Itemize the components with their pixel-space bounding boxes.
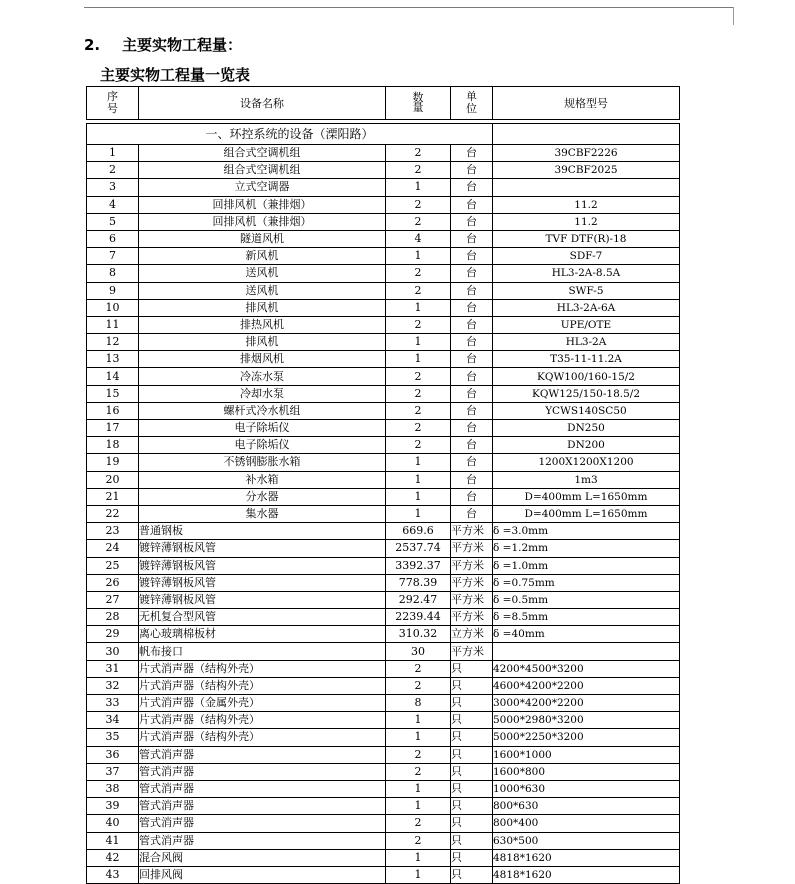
row-qty: 2 [386, 437, 451, 454]
table-row [87, 780, 680, 797]
row-spec: δ =0.75mm [493, 574, 680, 591]
row-spec: 3000*4200*2200 [493, 695, 680, 712]
row-index: 40 [87, 815, 139, 832]
row-qty: 669.6 [386, 523, 451, 540]
row-name: 管式消声器 [139, 832, 386, 849]
row-unit: 立方米 [451, 626, 493, 643]
row-qty: 1 [386, 471, 451, 488]
row-unit: 平方米 [451, 609, 493, 626]
table-row [87, 849, 680, 866]
table-row [87, 265, 680, 282]
table-row [87, 729, 680, 746]
row-qty: 2 [386, 368, 451, 385]
row-spec: UPE/OTE [493, 316, 680, 333]
row-spec [493, 179, 680, 196]
row-unit: 平方米 [451, 523, 493, 540]
table-row [87, 866, 680, 883]
row-name: 螺杆式冷水机组 [139, 402, 386, 419]
row-name: 管式消声器 [139, 780, 386, 797]
row-name: 新风机 [139, 248, 386, 265]
row-spec: 11.2 [493, 213, 680, 230]
page-corner-mark [733, 7, 734, 25]
table-row [87, 420, 680, 437]
row-index: 15 [87, 385, 139, 402]
row-unit: 台 [451, 368, 493, 385]
row-index: 10 [87, 299, 139, 316]
row-unit: 台 [451, 316, 493, 333]
row-qty: 2 [386, 677, 451, 694]
row-name: 不锈钢膨胀水箱 [139, 454, 386, 471]
row-name: 普通钢板 [139, 523, 386, 540]
row-name: 管式消声器 [139, 798, 386, 815]
table-row [87, 557, 680, 574]
row-unit: 台 [451, 385, 493, 402]
table-row [87, 746, 680, 763]
row-qty: 2 [386, 660, 451, 677]
row-index: 20 [87, 471, 139, 488]
row-unit: 台 [451, 471, 493, 488]
row-index: 42 [87, 849, 139, 866]
row-qty: 2 [386, 213, 451, 230]
row-qty: 1 [386, 299, 451, 316]
row-name: 片式消声器（结构外壳） [139, 712, 386, 729]
row-index: 41 [87, 832, 139, 849]
table-row [87, 574, 680, 591]
row-index: 8 [87, 265, 139, 282]
row-spec: δ =3.0mm [493, 523, 680, 540]
row-index: 18 [87, 437, 139, 454]
row-spec: 5000*2980*3200 [493, 712, 680, 729]
table-row [87, 454, 680, 471]
row-name: 回排风机（兼排烟） [139, 213, 386, 230]
row-name: 送风机 [139, 265, 386, 282]
row-index: 14 [87, 368, 139, 385]
table-row [87, 660, 680, 677]
table-row [87, 540, 680, 557]
row-unit: 只 [451, 815, 493, 832]
row-spec: 5000*2250*3200 [493, 729, 680, 746]
row-name: 回排风机（兼排烟） [139, 196, 386, 213]
table-row [87, 591, 680, 608]
table-row [87, 316, 680, 333]
row-index: 43 [87, 866, 139, 883]
row-unit: 平方米 [451, 591, 493, 608]
row-qty: 1 [386, 248, 451, 265]
row-unit: 台 [451, 402, 493, 419]
row-spec: DN250 [493, 420, 680, 437]
row-spec: D=400mm L=1650mm [493, 488, 680, 505]
row-name: 隧道风机 [139, 230, 386, 247]
row-unit: 台 [451, 213, 493, 230]
row-unit: 平方米 [451, 643, 493, 660]
row-index: 22 [87, 505, 139, 522]
row-spec: KQW100/160-15/2 [493, 368, 680, 385]
section-heading [84, 34, 242, 55]
row-qty: 1 [386, 729, 451, 746]
row-qty: 2 [386, 832, 451, 849]
row-unit: 台 [451, 265, 493, 282]
row-qty: 1 [386, 488, 451, 505]
row-name: 镀锌薄钢板风管 [139, 591, 386, 608]
row-qty: 3392.37 [386, 557, 451, 574]
row-unit: 台 [451, 162, 493, 179]
row-qty: 30 [386, 643, 451, 660]
row-unit: 台 [451, 351, 493, 368]
row-spec: 4200*4500*3200 [493, 660, 680, 677]
row-spec: δ =1.2mm [493, 540, 680, 557]
row-spec: 11.2 [493, 196, 680, 213]
row-spec: D=400mm L=1650mm [493, 505, 680, 522]
row-index: 36 [87, 746, 139, 763]
row-unit: 台 [451, 145, 493, 162]
table-row [87, 815, 680, 832]
table-row [87, 145, 680, 162]
row-unit: 只 [451, 763, 493, 780]
row-name: 电子除垢仪 [139, 437, 386, 454]
table-row [87, 626, 680, 643]
row-spec: δ =40mm [493, 626, 680, 643]
row-index: 34 [87, 712, 139, 729]
row-unit: 台 [451, 248, 493, 265]
row-name: 组合式空调机组 [139, 145, 386, 162]
row-name: 片式消声器（结构外壳） [139, 729, 386, 746]
row-unit: 台 [451, 334, 493, 351]
row-qty: 2239.44 [386, 609, 451, 626]
row-unit: 台 [451, 488, 493, 505]
header-index: 序号 [87, 87, 139, 120]
row-unit: 平方米 [451, 540, 493, 557]
row-unit: 只 [451, 780, 493, 797]
row-spec: 1600*800 [493, 763, 680, 780]
row-qty: 2 [386, 385, 451, 402]
table-row [87, 282, 680, 299]
row-spec: 1600*1000 [493, 746, 680, 763]
section-spec-blank [493, 124, 680, 145]
row-index: 5 [87, 213, 139, 230]
row-name: 回排风阀 [139, 866, 386, 883]
row-qty: 1 [386, 179, 451, 196]
row-qty: 1 [386, 849, 451, 866]
row-qty: 4 [386, 230, 451, 247]
row-unit: 台 [451, 230, 493, 247]
row-qty: 2 [386, 815, 451, 832]
row-spec: YCWS140SC50 [493, 402, 680, 419]
row-spec: 800*400 [493, 815, 680, 832]
row-unit: 台 [451, 299, 493, 316]
row-spec: T35-11-11.2A [493, 351, 680, 368]
row-index: 2 [87, 162, 139, 179]
row-qty: 1 [386, 505, 451, 522]
row-name: 片式消声器（结构外壳） [139, 677, 386, 694]
row-name: 镀锌薄钢板风管 [139, 574, 386, 591]
row-index: 7 [87, 248, 139, 265]
row-spec: SDF-7 [493, 248, 680, 265]
table-title: 主要实物工程量一览表 [100, 66, 251, 84]
row-spec: TVF DTF(R)-18 [493, 230, 680, 247]
row-unit: 只 [451, 746, 493, 763]
table-body [87, 124, 680, 884]
row-index: 3 [87, 179, 139, 196]
row-unit: 台 [451, 454, 493, 471]
row-unit: 只 [451, 832, 493, 849]
table-row [87, 505, 680, 522]
row-index: 30 [87, 643, 139, 660]
row-unit: 只 [451, 695, 493, 712]
row-qty: 1 [386, 454, 451, 471]
row-index: 9 [87, 282, 139, 299]
row-spec: HL3-2A-6A [493, 299, 680, 316]
row-spec: HL3-2A-8.5A [493, 265, 680, 282]
row-qty: 1 [386, 798, 451, 815]
table-row [87, 798, 680, 815]
row-unit: 只 [451, 712, 493, 729]
row-spec: 39CBF2226 [493, 145, 680, 162]
row-index: 26 [87, 574, 139, 591]
row-index: 35 [87, 729, 139, 746]
table-row [87, 471, 680, 488]
row-qty: 2 [386, 763, 451, 780]
row-qty: 8 [386, 695, 451, 712]
row-spec: δ =8.5mm [493, 609, 680, 626]
quantity-table [86, 86, 680, 884]
row-name: 电子除垢仪 [139, 420, 386, 437]
row-index: 38 [87, 780, 139, 797]
row-name: 镀锌薄钢板风管 [139, 557, 386, 574]
table-row [87, 763, 680, 780]
row-spec: SWF-5 [493, 282, 680, 299]
row-name: 管式消声器 [139, 746, 386, 763]
row-unit: 台 [451, 179, 493, 196]
header-name: 设备名称 [139, 87, 386, 120]
row-index: 13 [87, 351, 139, 368]
row-name: 无机复合型风管 [139, 609, 386, 626]
row-index: 6 [87, 230, 139, 247]
table-row [87, 334, 680, 351]
row-unit: 台 [451, 196, 493, 213]
row-unit: 台 [451, 282, 493, 299]
table-row [87, 523, 680, 540]
row-name: 冷却水泵 [139, 385, 386, 402]
table-row [87, 299, 680, 316]
row-qty: 2 [386, 420, 451, 437]
table-row [87, 609, 680, 626]
row-qty: 2 [386, 196, 451, 213]
row-index: 21 [87, 488, 139, 505]
row-qty: 2 [386, 265, 451, 282]
row-unit: 只 [451, 677, 493, 694]
row-qty: 778.39 [386, 574, 451, 591]
table-row [87, 385, 680, 402]
row-unit: 平方米 [451, 557, 493, 574]
header-unit: 单位 [451, 87, 493, 120]
row-name: 送风机 [139, 282, 386, 299]
table-row [87, 230, 680, 247]
table-row [87, 695, 680, 712]
row-index: 32 [87, 677, 139, 694]
row-qty: 1 [386, 712, 451, 729]
row-index: 16 [87, 402, 139, 419]
heading-text: 主要实物工程量： [122, 36, 243, 54]
table-row [87, 712, 680, 729]
row-qty: 2537.74 [386, 540, 451, 557]
row-name: 排烟风机 [139, 351, 386, 368]
table-row [87, 832, 680, 849]
row-index: 19 [87, 454, 139, 471]
row-name: 帆布接口 [139, 643, 386, 660]
row-name: 排风机 [139, 299, 386, 316]
section-title: 一、环控系统的设备（溧阳路） [87, 124, 493, 145]
table-row [87, 196, 680, 213]
row-qty: 2 [386, 145, 451, 162]
row-spec: DN200 [493, 437, 680, 454]
page-header-rule [84, 7, 734, 8]
header-qty: 数量 [386, 87, 451, 120]
row-unit: 只 [451, 866, 493, 883]
row-name: 镀锌薄钢板风管 [139, 540, 386, 557]
row-name: 冷冻水泵 [139, 368, 386, 385]
section-row [87, 124, 680, 145]
row-spec: 800*630 [493, 798, 680, 815]
row-spec: δ =0.5mm [493, 591, 680, 608]
row-qty: 310.32 [386, 626, 451, 643]
row-unit: 台 [451, 437, 493, 454]
row-name: 管式消声器 [139, 815, 386, 832]
row-index: 39 [87, 798, 139, 815]
row-spec: 4818*1620 [493, 849, 680, 866]
row-name: 补水箱 [139, 471, 386, 488]
table-row [87, 179, 680, 196]
table-row [87, 402, 680, 419]
row-spec: 4600*4200*2200 [493, 677, 680, 694]
row-index: 33 [87, 695, 139, 712]
row-index: 12 [87, 334, 139, 351]
row-name: 片式消声器（结构外壳） [139, 660, 386, 677]
row-qty: 2 [386, 746, 451, 763]
table-row [87, 248, 680, 265]
row-qty: 2 [386, 282, 451, 299]
row-name: 组合式空调机组 [139, 162, 386, 179]
row-name: 分水器 [139, 488, 386, 505]
row-index: 17 [87, 420, 139, 437]
row-index: 23 [87, 523, 139, 540]
row-qty: 2 [386, 162, 451, 179]
row-unit: 只 [451, 660, 493, 677]
row-unit: 只 [451, 798, 493, 815]
row-index: 1 [87, 145, 139, 162]
row-index: 11 [87, 316, 139, 333]
row-unit: 只 [451, 849, 493, 866]
row-index: 27 [87, 591, 139, 608]
row-name: 集水器 [139, 505, 386, 522]
row-spec: 1m3 [493, 471, 680, 488]
row-spec: 4818*1620 [493, 866, 680, 883]
row-index: 25 [87, 557, 139, 574]
row-name: 片式消声器（金属外壳） [139, 695, 386, 712]
heading-number: 2. [84, 36, 101, 54]
table-row [87, 488, 680, 505]
row-qty: 292.47 [386, 591, 451, 608]
row-index: 4 [87, 196, 139, 213]
row-name: 立式空调器 [139, 179, 386, 196]
row-spec: KQW125/150-18.5/2 [493, 385, 680, 402]
row-index: 29 [87, 626, 139, 643]
row-qty: 1 [386, 780, 451, 797]
row-index: 31 [87, 660, 139, 677]
row-index: 37 [87, 763, 139, 780]
row-qty: 1 [386, 351, 451, 368]
row-unit: 平方米 [451, 574, 493, 591]
row-name: 管式消声器 [139, 763, 386, 780]
row-index: 24 [87, 540, 139, 557]
row-unit: 台 [451, 505, 493, 522]
header-spec: 规格型号 [493, 87, 680, 120]
row-name: 离心玻璃棉板材 [139, 626, 386, 643]
row-name: 排风机 [139, 334, 386, 351]
row-unit: 台 [451, 420, 493, 437]
row-spec: 630*500 [493, 832, 680, 849]
row-spec: HL3-2A [493, 334, 680, 351]
row-name: 排热风机 [139, 316, 386, 333]
row-spec: 39CBF2025 [493, 162, 680, 179]
row-spec: 1200X1200X1200 [493, 454, 680, 471]
table-row [87, 677, 680, 694]
row-spec: δ =1.0mm [493, 557, 680, 574]
table-row [87, 213, 680, 230]
row-qty: 1 [386, 866, 451, 883]
row-index: 28 [87, 609, 139, 626]
table-row [87, 162, 680, 179]
table-row [87, 368, 680, 385]
row-qty: 2 [386, 402, 451, 419]
row-qty: 2 [386, 316, 451, 333]
table-row [87, 437, 680, 454]
table-row [87, 643, 680, 660]
row-name: 混合风阀 [139, 849, 386, 866]
row-unit: 只 [451, 729, 493, 746]
row-spec: 1000*630 [493, 780, 680, 797]
row-qty: 1 [386, 334, 451, 351]
table-row [87, 351, 680, 368]
row-spec [493, 643, 680, 660]
